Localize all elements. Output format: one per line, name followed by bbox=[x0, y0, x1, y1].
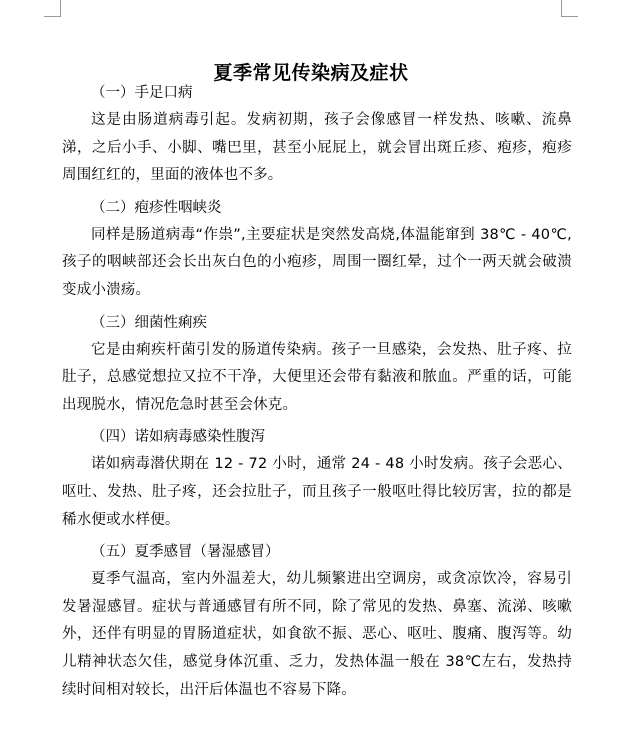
crop-mark-top-right bbox=[561, 16, 578, 17]
section-heading: （四）诺如病毒感染性腹泻 bbox=[91, 429, 265, 446]
section-heading: （一）手足口病 bbox=[91, 85, 193, 101]
section-paragraph: 诺如病毒潜伏期在 12 - 72 小时，通常 24 - 48 小时发病。孩子会恶心、呕吐、发热、肚子疼，还会拉肚子，而且孩子一般呕吐得比较厉害，拉的都是稀水便或水样便。 bbox=[62, 456, 572, 528]
document-body bbox=[62, 80, 572, 709]
section-heading: （二）疱疹性咽峡炎 bbox=[91, 199, 222, 216]
crop-mark-top-right bbox=[561, 0, 562, 16]
section-heading: （五）夏季感冒（暑湿感冒） bbox=[91, 544, 280, 561]
section-paragraph: 它是由痢疾杆菌引发的肠道传染病。孩子一旦感染，会发热、肚子疼、拉肚子，总感觉想拉又拉不干净，大便里还会带有黏液和脓血。严重的话，可能出现脱水，情况危急时甚至会休克。 bbox=[62, 341, 572, 413]
section-heading: （三）细菌性痢疾 bbox=[91, 314, 207, 331]
document-title: 夏季常见传染病及症状 bbox=[213, 61, 409, 84]
crop-mark-top-left bbox=[60, 0, 61, 16]
section-paragraph: 夏季气温高，室内外温差大，幼儿频繁进出空调房，或贪凉饮冷，容易引发暑湿感冒。症状与普通感冒有所不同，除了常见的发热、鼻塞、流涕、咳嗽外，还伴有明显的胃肠道症状，如食欲不振、恶心、呕吐、腹痛、腹泻等。幼儿精神状态欠佳，感觉身体沉重、乏力，发热体温一般在 38℃左右，发热持续时间相对较长，出汗后体温也不容易下降。 bbox=[62, 571, 572, 698]
section-paragraph: 同样是肠道病毒“作祟”,主要症状是突然发高烧,体温能窜到 38℃ - 40℃,孩子的咽峡部还会长出灰白色的小疱疹，周围一圈红晕，过个一两天就会破溃变成小溃疡。 bbox=[62, 226, 572, 298]
section-summer-cold bbox=[62, 539, 572, 704]
section-norovirus bbox=[62, 424, 572, 534]
section-bacillary-dysentery bbox=[62, 310, 572, 420]
section-herpangina bbox=[62, 195, 572, 305]
section-paragraph: 这是由肠道病毒引起。发病初期，孩子会像感冒一样发热、咳嗽、流鼻涕，之后小手、小脚、嘴巴里，甚至小屁屁上，就会冒出斑丘疹、疱疹，疱疹周围红红的，里面的液体也不多。 bbox=[62, 112, 572, 184]
section-hand-foot-mouth bbox=[62, 80, 572, 190]
crop-mark-top-left bbox=[44, 16, 61, 17]
